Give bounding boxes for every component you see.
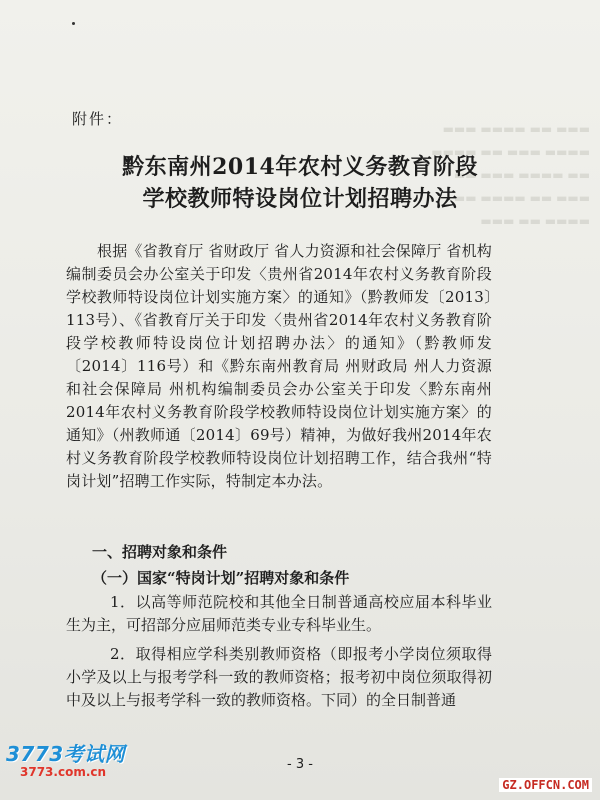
scan-speck (72, 22, 75, 25)
intro-paragraph: 根据《省教育厅 省财政厅 省人力资源和社会保障厅 省机构编制委员会办公室关于印发〈贵州省2014年农村义务教育阶段学校教师特设岗位计划实施方案〉的通知》（黔教师发〔2013〕113号）、《省教育厅关于印发〈贵州省2014年农村义务教育阶段学校教师特设岗位计划招聘办法〉的通知》（黔教师发〔2014〕116号）和《黔东南州教育局 州财政局 州人力资源和社会保障局 州机构编制委员会办公室关于印发〈黔东南州2014年农村义务教育阶段学校教师特设岗位计划实施方案〉的通知》（州教师通〔2014〕69号）精神，为做好我州2014年农村义务教育阶段学校教师特设岗位计划招聘工作，结合我州“特岗计划”招聘工作实际，特制定本办法。 (66, 242, 492, 490)
page-number: - 3 - (287, 757, 313, 772)
condition-item-1: 1．以高等师范院校和其他全日制普通高校应届本科毕业生为主，可招部分应届师范类专业专科毕业生。 (66, 593, 492, 634)
watermark-url: 3773.com.cn (20, 765, 107, 779)
section-heading: 一、招聘对象和条件 (92, 543, 228, 561)
condition-item-2: 2．取得相应学科类别教师资格（即报考小学岗位须取得小学及以上与报考学科一致的教师资格；报考初中岗位须取得初中及以上与报考学科一致的教师资格。下同）的全日制普通 (66, 645, 492, 709)
attachment-label: 附件： (72, 110, 124, 128)
bleed-through-texture: ▬▬▬ ▬▬ ▬▬▬▬ ▬▬▬ ▬▬▬▬ ▬▬▬ ▬▬ ▬▬▬▬ ▬▬ ▬▬▬▬ ▬▬▬ ▬▬ ▬▬▬ ▬▬ ▬▬▬▬ ▬▬ ▬▬▬▬ ▬▬ ▬▬▬ (431, 122, 590, 228)
document-title-line1: 黔东南州2014年农村义务教育阶段 (122, 154, 478, 180)
watermark-3773 (6, 738, 125, 779)
watermark-offcn: GZ.OFFCN.COM (499, 778, 592, 792)
document-title-line2: 学校教师特设岗位计划招聘办法 (142, 186, 458, 212)
subsection-heading: （一）国家“特岗计划”招聘对象和条件 (92, 569, 350, 587)
watermark-brand: 3773考试网 (6, 742, 126, 766)
